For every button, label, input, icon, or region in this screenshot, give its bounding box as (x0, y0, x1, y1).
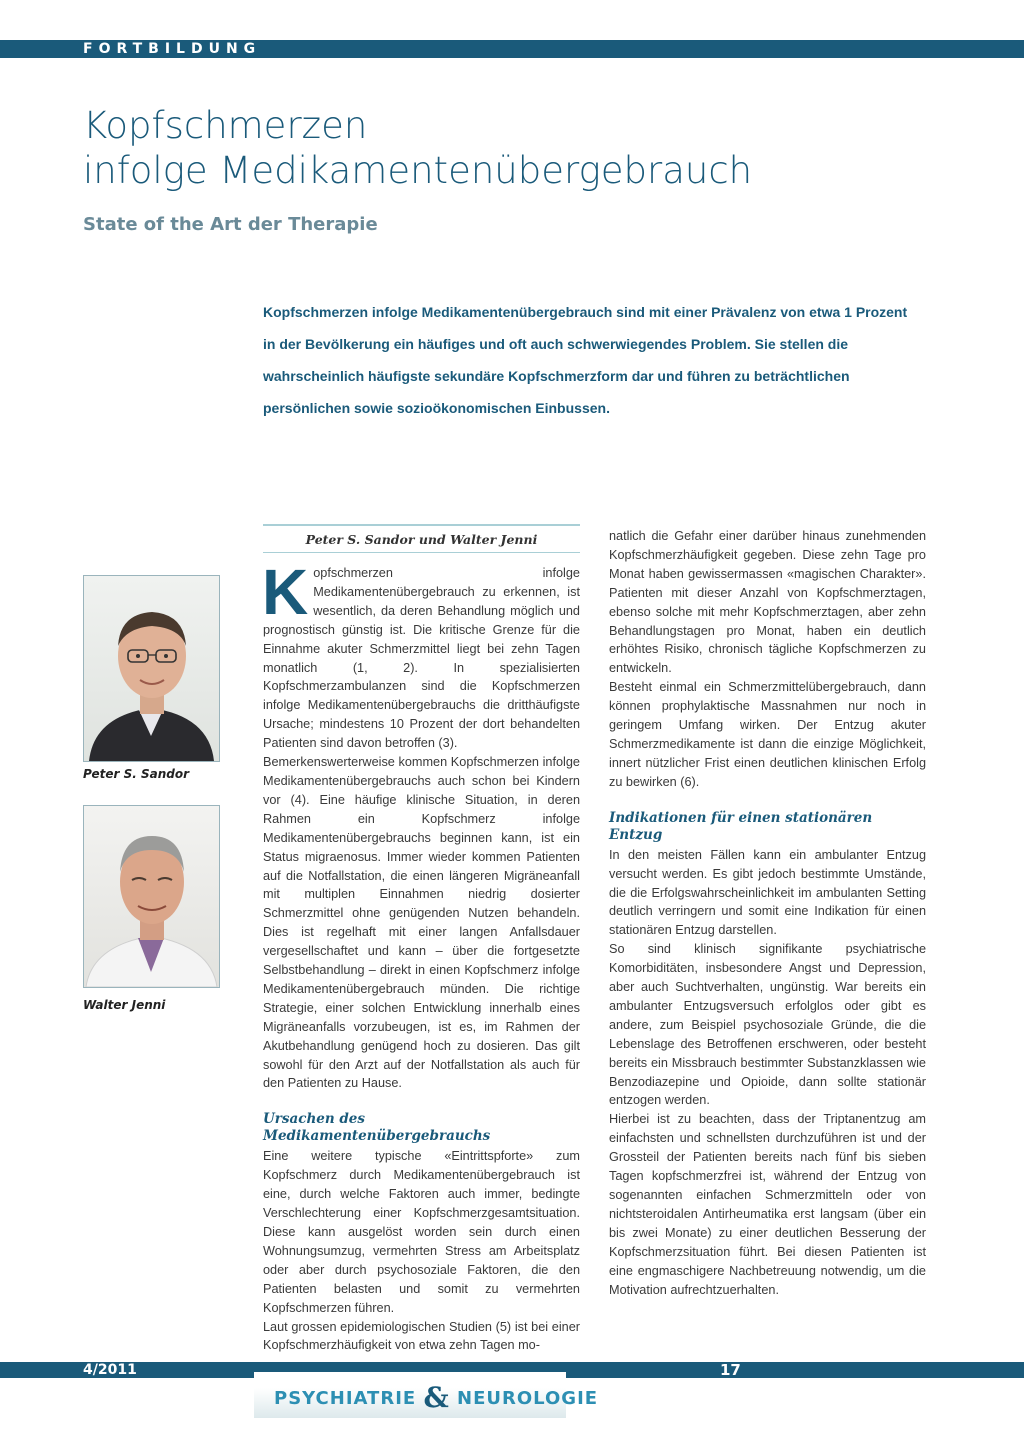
drop-cap: K (262, 556, 309, 628)
column-1-paragraph-2: Bemerkenswerterweise kommen Kopfschmerzen infolge Medikamentenübergebrauchs auch schon bei Kindern vor (4). Eine häufige klinische Situation, in deren Rahmen ein Kopfschmerz infolge Medikamentenübergebrauchs beginnen kann, ist ein Status migraenosus. Immer wieder kommen Patienten auf die Notfallstation, die einen längeren Migräneanfall mit multiplen Einnahmen niedrig dosierter Schmerzmittel ohne genügenden Nutzen behandeln. Dies ist regelhaft mit einer langen Anfallsdauer vergesellschaftet und kann – über die fortgesetzte Selbstbehandlung – direkt in einen Kopfschmerz infolge Medikamentenübergebrauch münden. Die richtige Strategie, einer solchen Entwicklung innerhalb eines Migräneanfalls vorzubeugen, ist es, im Rahmen der Akutbehandlung genügend hoch zu dosieren. Das gilt sowohl für den Arzt auf der Notfallstation als auch für den Patienten zu Hause. (263, 755, 580, 1091)
photo-caption-jenni: Walter Jenni (83, 998, 166, 1012)
title-line-2: infolge Medikamentenübergebrauch (83, 149, 753, 192)
page-number: 17 (720, 1361, 741, 1379)
column-1-paragraph-1-text: opfschmerzen infolge Medikamentenübergebrauch zu erkennen, ist wesentlich, da deren Behandlung möglich und prognostisch günstig ist. Die kritische Grenze für die Einnahme akuter Schmerzmittel liegt bei zehn Tagen monatlich (1, 2). In spezialisierten Kopfschmerzambulanzen sind die Kopfschmerzen infolge Medikamentenübergebrauchs die dritthäufigste Ursache; mindestens 10 Prozent der dort behandelten Patienten sind davon betroffen (3). (263, 566, 580, 751)
section-label: FORTBILDUNG (83, 41, 262, 57)
column-2-paragraph-5: Hierbei ist zu beachten, dass der Triptanentzug am einfachsten und schnellsten durchzuführen ist und der Grossteil der Patienten bereits nach fünf bis sieben Tagen kopfschmerzfrei ist, während der Entzug von sogenannten einfachen Schmerzmitteln oder von nichtsteroidalen Antirheumatika erst langsam (über ein bis zwei Monate) zu einer deutlichen Besserung der Kopfschmerzsituation führt. Bei diesen Patienten ist eine engmaschigere Nachbetreuung notwendig, um die Motivation aufrechtzuerhalten. (609, 1112, 926, 1297)
column-1-paragraph-1 (262, 556, 580, 753)
section-heading-ursachen: Ursachen des Medikamentenübergebrauchs (263, 1111, 491, 1145)
journal-logo-left: PSYCHIATRIE (274, 1388, 417, 1409)
journal-logo-right: NEUROLOGIE (457, 1388, 599, 1409)
photo-caption-sandor: Peter S. Sandor (83, 767, 189, 781)
column-2-paragraph-4: So sind klinisch signifikante psychiatrische Komorbiditäten, insbesondere Angst und Depression, aber auch Suchtverhalten, ungünstig. War bereits ein ambulanter Entzugsversuch erfolglos oder gibt es andere, zum Beispiel psychosoziale Gründe, die die Lebenslage des Betroffenen erschweren, oder besteht bereits ein Missbrauch bestimmter Substanzklassen wie Benzodiazepine und Opioide, dann sollte stationär entzogen werden. (609, 942, 926, 1108)
byline-rule-top (263, 524, 580, 526)
issue-number: 4/2011 (83, 1362, 137, 1378)
article-column-1 (262, 556, 580, 1355)
column-2-paragraph-3: In den meisten Fällen kann ein ambulanter Entzug versucht werden. Es gibt jedoch bestimmte Umstände, die die Erfolgswahrscheinlichkeit im ambulanten Setting deutlich verringern und somit eine Indikation für einen stationären Entzug darstellen. (609, 847, 926, 938)
article-subtitle: State of the Art der Therapie (83, 214, 378, 235)
column-1-paragraph-3: Eine weitere typische «Eintrittspforte» zum Kopfschmerz durch Medikamentenübergebrauch ist eine, durch welche Faktoren auch immer, bedingte Verschlechterung einer Kopfschmerzgesamtsituation. Diese kann ausgelöst worden sein durch einen Wohnungsumzug, vermehrten Stress am Arbeitsplatz oder aber durch psychosoziale Faktoren, die den Patienten belasten und somit zu vermehrten Kopfschmerzen führen. (263, 1149, 580, 1315)
byline-rule-bottom (263, 552, 580, 553)
author-photo-jenni (83, 805, 220, 988)
article-lead: Kopfschmerzen infolge Medikamentenübergebrauch sind mit einer Prävalenz von etwa 1 Prozent in der Bevölkerung ein häufiges und oft auch schwerwiegendes Problem. Sie stellen die wahrscheinlich häufigste sekundäre Kopfschmerzform dar und führen zu beträchtlichen persönlichen sowie sozioökonomischen Einbussen. (263, 304, 908, 416)
article-title (83, 103, 943, 193)
author-byline: Peter S. Sandor und Walter Jenni (305, 532, 538, 547)
author-photo-sandor (83, 575, 220, 762)
title-line-1: Kopfschmerzen (83, 104, 368, 147)
journal-logo-ampersand: & (423, 1381, 450, 1414)
journal-logo (274, 1378, 599, 1414)
article-column-2 (609, 527, 926, 1299)
column-1-paragraph-4: Laut grossen epidemiologischen Studien (5) ist bei einer Kopfschmerzhäufigkeit von etwa zehn Tagen mo- (263, 1319, 580, 1353)
section-heading-indikationen: Indikationen für einen stationären Entzug (609, 809, 873, 843)
column-2-paragraph-1: natlich die Gefahr einer darüber hinaus zunehmenden Kopfschmerzhäufigkeit gegeben. Diese zehn Tage pro Monat haben gewissermassen «magischen Charakter». Patienten mit dieser Anzahl von Kopfschmerztagen, ebenso solche mit mehr Kopfschmerztagen, aber zehn Behandlungstagen pro Monat, haben ein deutlich erhöhtes Risiko, chronisch tägliche Kopfschmerzen zu entwickeln. (609, 529, 926, 676)
column-2-paragraph-2: Besteht einmal ein Schmerzmittelübergebrauch, dann können prophylaktische Massnahmen nur noch in geringem Umfang wirken. Der Entzug akuter Schmerzmedikamente ist dann die einzige Möglichkeit, innert nützlicher Frist einen deutlichen klinischen Erfolg zu bewirken (6). (609, 680, 926, 789)
